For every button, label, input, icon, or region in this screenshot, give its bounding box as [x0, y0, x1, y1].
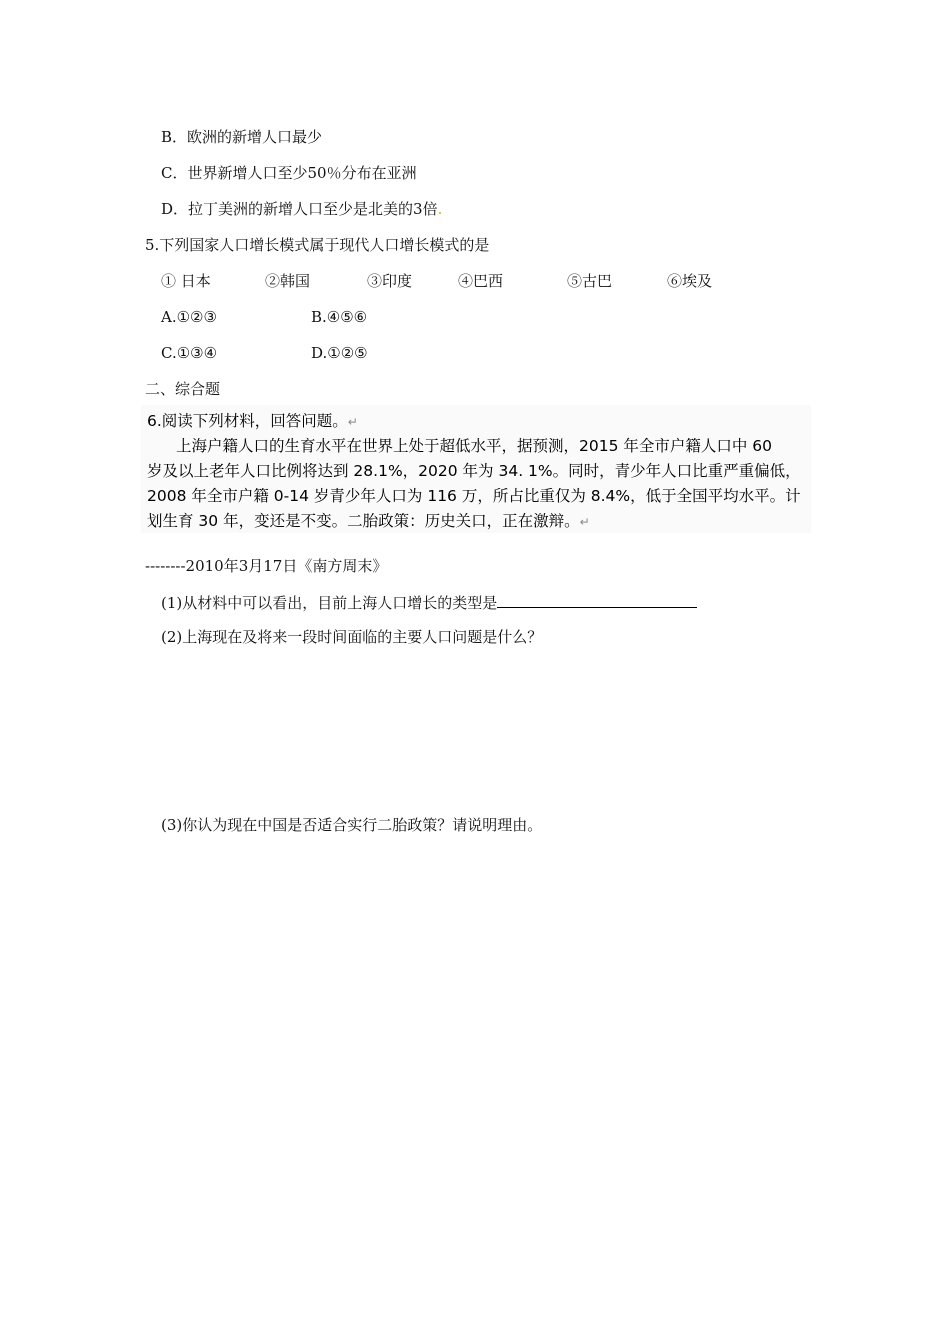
q5-choice-a: A.①②③ — [161, 308, 217, 326]
sub-question-3: (3)你认为现在中国是否适合实行二胎政策？请说明理由。 — [161, 816, 543, 834]
option-b: B．欧洲的新增人口最少 — [161, 128, 323, 146]
q5-item-2: ②韩国 — [265, 272, 311, 290]
q5-item-1: ① 日本 — [161, 272, 211, 290]
q5-item-3: ③印度 — [367, 272, 413, 290]
q5-item-4: ④巴西 — [458, 272, 504, 290]
q5-item-5: ⑤古巴 — [567, 272, 613, 290]
material-line-3: 2008 年全市户籍 0-14 岁青少年人口为 116 万，所占比重仅为 8.4%，低于全国平均水平。计 — [147, 487, 801, 505]
return-mark: ↵ — [347, 415, 358, 429]
option-d-text: D．拉丁美洲的新增人口至少是北美的3倍 — [161, 200, 438, 218]
option-d — [161, 199, 442, 219]
q5-choice-c: C.①③④ — [161, 344, 218, 362]
question-6-intro-text: 6.阅读下列材料，回答问题。 — [147, 412, 348, 430]
material-source: --------2010年3月17日《南方周末》 — [145, 557, 388, 575]
sub-question-1 — [161, 591, 697, 613]
option-c: C．世界新增人口至少50％分布在亚洲 — [161, 164, 417, 182]
q5-item-6: ⑥埃及 — [667, 272, 713, 290]
question-6-intro — [147, 409, 358, 435]
q5-choice-b: B.④⑤⑥ — [311, 308, 368, 326]
q5-choice-d: D.①②⑤ — [311, 344, 368, 362]
question-5-stem: 5.下列国家人口增长模式属于现代人口增长模式的是 — [145, 236, 490, 254]
material-line-4 — [147, 509, 590, 535]
answer-blank[interactable] — [497, 591, 697, 608]
option-d-dot: . — [437, 200, 443, 218]
material-image — [141, 405, 811, 533]
return-mark-2: ↵ — [579, 515, 590, 529]
section-heading: 二、综合题 — [145, 380, 221, 398]
material-line-1: 上海户籍人口的生育水平在世界上处于超低水平，据预测，2015 年全市户籍人口中 60 — [176, 437, 773, 455]
material-line-2: 岁及以上老年人口比例将达到 28.1%，2020 年为 34. 1%。同时，青少年人口比重严重偏低， — [147, 462, 801, 480]
sub-question-1-text: (1)从材料中可以看出，目前上海人口增长的类型是 — [161, 594, 498, 612]
sub-question-2: (2)上海现在及将来一段时间面临的主要人口问题是什么？ — [161, 628, 543, 646]
material-line-4-text: 划生育 30 年，变还是不变。二胎政策：历史关口，正在激辩。 — [147, 512, 580, 530]
